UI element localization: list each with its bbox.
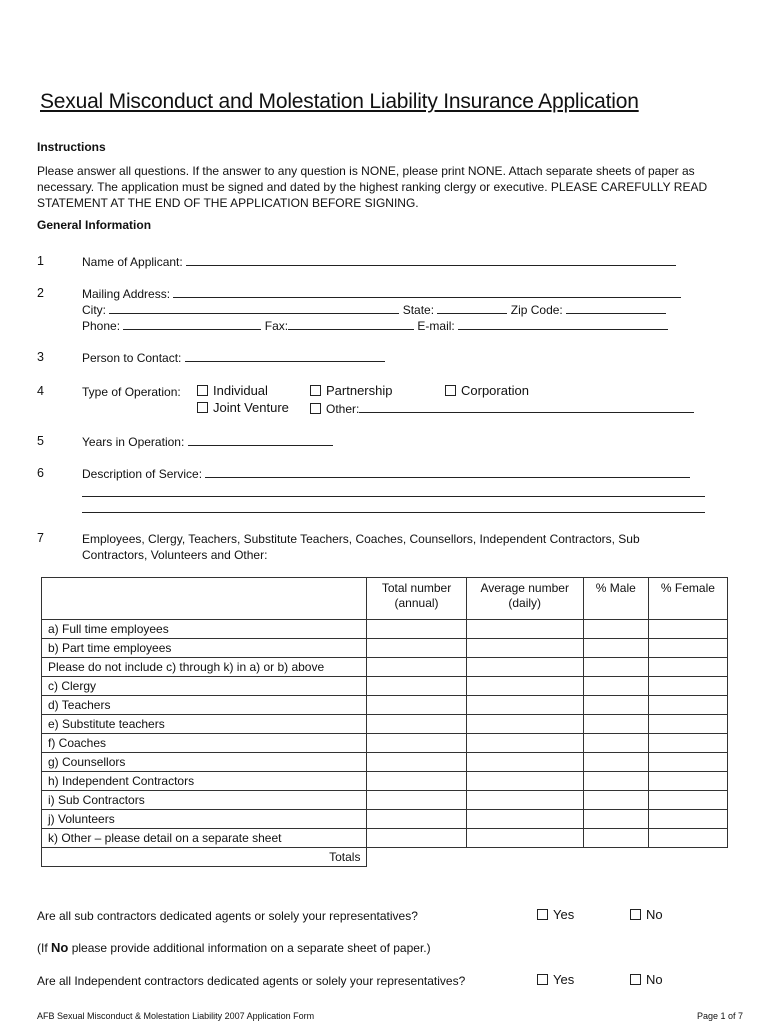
- q6-number: 6: [37, 466, 44, 480]
- email-label: E-mail:: [417, 319, 455, 333]
- cell[interactable]: [648, 772, 727, 791]
- cell[interactable]: [466, 715, 583, 734]
- q5-row: [82, 435, 333, 449]
- q7-text-2: Contractors, Volunteers and Other:: [82, 548, 268, 562]
- table-row: [42, 620, 728, 639]
- if-no-bold: No: [51, 940, 69, 955]
- if-no-rest: please provide additional information on a separate sheet of paper.): [71, 941, 431, 955]
- sub-yes-label: Yes: [553, 907, 575, 922]
- cell[interactable]: [466, 658, 583, 677]
- cell[interactable]: [648, 829, 727, 848]
- cell[interactable]: [367, 810, 466, 829]
- cell[interactable]: [648, 639, 727, 658]
- fax-label: Fax:: [264, 319, 289, 333]
- table-row: [42, 753, 728, 772]
- service-field-1[interactable]: [205, 467, 690, 478]
- applicant-name-label: Name of Applicant:: [82, 255, 183, 269]
- corporation-label: Corporation: [461, 383, 529, 398]
- q2-number: 2: [37, 286, 44, 300]
- header-average: Average number (daily): [466, 578, 583, 620]
- partnership-checkbox[interactable]: [310, 385, 321, 396]
- cell[interactable]: [648, 620, 727, 639]
- mailing-row: [82, 287, 681, 301]
- contact-field[interactable]: [185, 351, 385, 362]
- footer-form-name: AFB Sexual Misconduct & Molestation Liability 2007 Application Form: [37, 1011, 315, 1021]
- other-option[interactable]: [310, 402, 694, 416]
- q4-number: 4: [37, 384, 44, 398]
- table-row: [42, 810, 728, 829]
- totals-label: Totals: [42, 848, 367, 867]
- row-label: c) Clergy: [42, 677, 367, 696]
- partnership-label: Partnership: [326, 383, 393, 398]
- zip-field[interactable]: [566, 303, 666, 314]
- q1-number: 1: [37, 254, 44, 268]
- cell[interactable]: [583, 791, 648, 810]
- phone-field[interactable]: [123, 319, 261, 330]
- row-label: d) Teachers: [42, 696, 367, 715]
- header-female: % Female: [648, 578, 727, 620]
- general-info-heading: General Information: [37, 218, 152, 232]
- cell[interactable]: [648, 791, 727, 810]
- cell[interactable]: [648, 658, 727, 677]
- service-field-2[interactable]: [82, 486, 705, 497]
- employees-table: [41, 577, 728, 867]
- cell[interactable]: [367, 772, 466, 791]
- mailing-address-label: Mailing Address:: [82, 287, 171, 301]
- other-checkbox[interactable]: [310, 403, 321, 414]
- cell[interactable]: [367, 753, 466, 772]
- joint-venture-checkbox[interactable]: [197, 402, 208, 413]
- table-row: [42, 829, 728, 848]
- table-row: [42, 772, 728, 791]
- row-label: h) Independent Contractors: [42, 772, 367, 791]
- cell[interactable]: [367, 715, 466, 734]
- cell[interactable]: [583, 677, 648, 696]
- ind-no-label: No: [646, 972, 663, 987]
- cell[interactable]: [466, 810, 583, 829]
- cell[interactable]: [367, 677, 466, 696]
- cell[interactable]: [466, 639, 583, 658]
- header-total: Total number (annual): [367, 578, 466, 620]
- cell[interactable]: [583, 734, 648, 753]
- contact-label: Person to Contact:: [82, 351, 182, 365]
- mailing-address-field[interactable]: [173, 287, 681, 298]
- city-field[interactable]: [109, 303, 399, 314]
- header-male: % Male: [583, 578, 648, 620]
- cell[interactable]: [583, 715, 648, 734]
- phone-label: Phone:: [82, 319, 121, 333]
- table-row: [42, 639, 728, 658]
- row-label: g) Counsellors: [42, 753, 367, 772]
- cell[interactable]: [367, 658, 466, 677]
- years-label: Years in Operation:: [82, 435, 185, 449]
- individual-checkbox[interactable]: [197, 385, 208, 396]
- q3-row: [82, 351, 385, 365]
- q6-row: [82, 467, 690, 481]
- other-field[interactable]: [359, 402, 694, 413]
- ind-no-checkbox[interactable]: [630, 974, 641, 985]
- cell[interactable]: [367, 639, 466, 658]
- independent-contractors-question: Are all Independent contractors dedicated agents or solely your representatives?: [37, 974, 466, 988]
- table-header: [42, 578, 728, 620]
- cell[interactable]: [583, 658, 648, 677]
- city-label: City:: [82, 303, 106, 317]
- cell[interactable]: [466, 791, 583, 810]
- cell[interactable]: [466, 734, 583, 753]
- applicant-name-field[interactable]: [186, 255, 676, 266]
- email-field[interactable]: [458, 319, 668, 330]
- cell[interactable]: [367, 829, 466, 848]
- instructions-text: Please answer all questions. If the answer to any question is NONE, please print NONE. Attach separate sheets of paper as necessary. The application must be signed and dated by the highest ranking clergy or executive. PLEASE CAREFULLY READ STATEMENT AT THE END OF THE APPLICATION BEFORE SIGNING.: [37, 164, 708, 210]
- cell[interactable]: [583, 753, 648, 772]
- cell[interactable]: [648, 810, 727, 829]
- individual-option[interactable]: [197, 383, 268, 398]
- ind-yes-option[interactable]: [537, 972, 574, 987]
- table-row: [42, 658, 728, 677]
- if-no-prefix: (If: [37, 941, 48, 955]
- ind-no-option[interactable]: [630, 972, 663, 987]
- table-row: [42, 696, 728, 715]
- cell[interactable]: [466, 753, 583, 772]
- sub-contractors-question: Are all sub contractors dedicated agents or solely your representatives?: [37, 909, 418, 923]
- joint-venture-option[interactable]: [197, 400, 289, 415]
- state-label: State:: [402, 303, 435, 317]
- ind-yes-label: Yes: [553, 972, 575, 987]
- service-field-3[interactable]: [82, 502, 705, 513]
- phone-row: [82, 319, 668, 333]
- sub-no-label: No: [646, 907, 663, 922]
- sub-yes-option[interactable]: [537, 907, 574, 922]
- totals-row: [42, 848, 728, 867]
- cell[interactable]: [466, 829, 583, 848]
- header-blank: [42, 578, 367, 620]
- row-label: f) Coaches: [42, 734, 367, 753]
- sub-yes-checkbox[interactable]: [537, 909, 548, 920]
- cell[interactable]: [367, 620, 466, 639]
- q7-text-1: Employees, Clergy, Teachers, Substitute Teachers, Coaches, Counsellors, Independent Contractors, Sub: [82, 532, 640, 546]
- row-label: b) Part time employees: [42, 639, 367, 658]
- table-row: [42, 677, 728, 696]
- cell[interactable]: [583, 772, 648, 791]
- q3-number: 3: [37, 350, 44, 364]
- cell[interactable]: [583, 620, 648, 639]
- cell[interactable]: [648, 677, 727, 696]
- sub-no-option[interactable]: [630, 907, 663, 922]
- cell[interactable]: [466, 620, 583, 639]
- cell[interactable]: [648, 715, 727, 734]
- cell[interactable]: [367, 791, 466, 810]
- other-label: Other:: [326, 402, 360, 416]
- row-label: a) Full time employees: [42, 620, 367, 639]
- table-row: [42, 715, 728, 734]
- corporation-checkbox[interactable]: [445, 385, 456, 396]
- cell[interactable]: [367, 848, 466, 867]
- cell[interactable]: [466, 772, 583, 791]
- q5-number: 5: [37, 434, 44, 448]
- cell[interactable]: [367, 696, 466, 715]
- instructions-heading: Instructions: [37, 140, 106, 154]
- page-number: Page 1 of 7: [697, 1011, 744, 1021]
- table-row: [42, 791, 728, 810]
- corporation-option[interactable]: [445, 383, 529, 398]
- sub-no-checkbox[interactable]: [630, 909, 641, 920]
- row-note: Please do not include c) through k) in a) or b) above: [42, 658, 367, 677]
- cell[interactable]: [583, 829, 648, 848]
- years-field[interactable]: [188, 435, 333, 446]
- cell[interactable]: [367, 734, 466, 753]
- cell[interactable]: [648, 734, 727, 753]
- cell[interactable]: [466, 677, 583, 696]
- q1-row: [82, 255, 676, 269]
- operation-type-label: Type of Operation:: [82, 385, 181, 399]
- cell[interactable]: [583, 810, 648, 829]
- zip-label: Zip Code:: [510, 303, 563, 317]
- service-label: Description of Service:: [82, 467, 203, 481]
- if-no-note: [37, 940, 431, 955]
- cell[interactable]: [583, 639, 648, 658]
- page-title: Sexual Misconduct and Molestation Liability Insurance Application: [40, 90, 639, 113]
- city-row: [82, 303, 666, 317]
- fax-field[interactable]: [288, 319, 414, 330]
- cell[interactable]: [583, 696, 648, 715]
- table-row: [42, 734, 728, 753]
- row-label: e) Substitute teachers: [42, 715, 367, 734]
- cell[interactable]: [648, 753, 727, 772]
- partnership-option[interactable]: [310, 383, 392, 398]
- state-field[interactable]: [437, 303, 507, 314]
- row-label: j) Volunteers: [42, 810, 367, 829]
- row-label: i) Sub Contractors: [42, 791, 367, 810]
- individual-label: Individual: [213, 383, 268, 398]
- row-label: k) Other – please detail on a separate sheet: [42, 829, 367, 848]
- joint-venture-label: Joint Venture: [213, 400, 289, 415]
- cell[interactable]: [648, 696, 727, 715]
- ind-yes-checkbox[interactable]: [537, 974, 548, 985]
- q7-number: 7: [37, 531, 44, 545]
- cell[interactable]: [466, 696, 583, 715]
